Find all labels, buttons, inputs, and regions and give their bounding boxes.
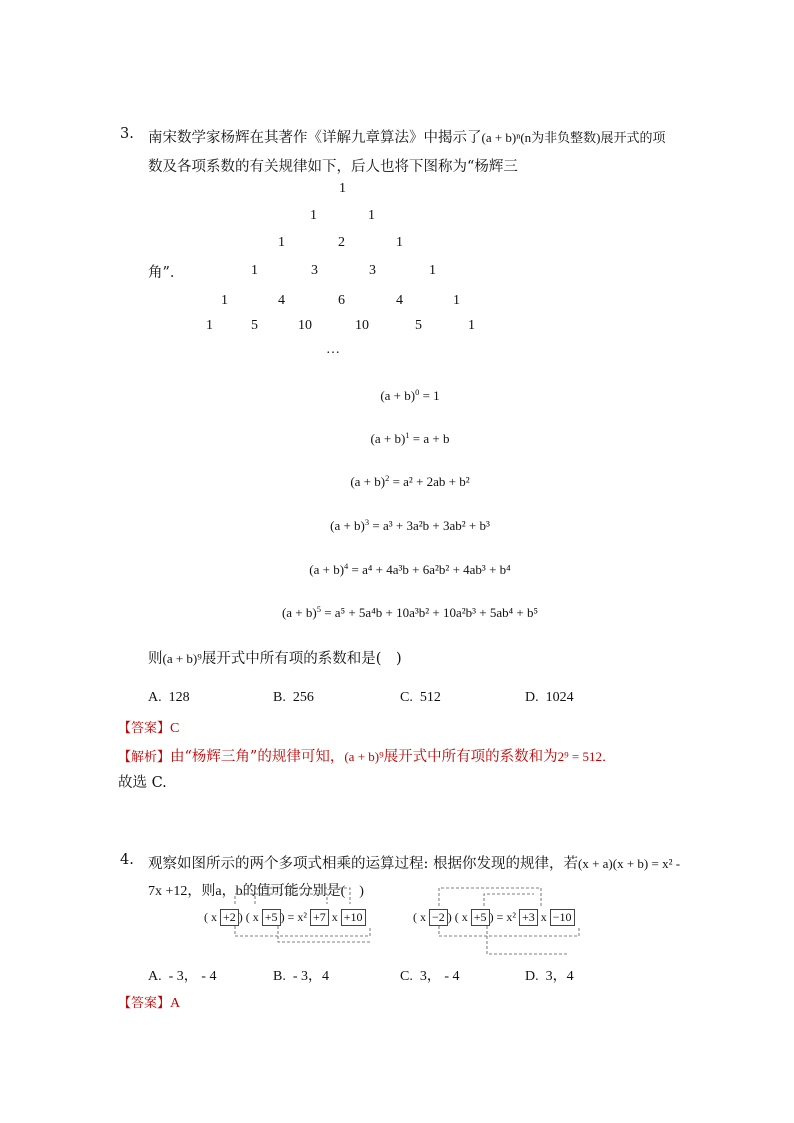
q3-question-math: (a + b)⁹ [162,651,202,666]
q4-option-a [148,965,216,985]
fig2-eq: ) = x² [489,910,519,924]
expansion-3-lhs: (a + b) [330,518,365,533]
triangle-r2-c0: 1 [278,235,285,250]
q3-line1 [148,126,666,147]
q4-option-a-text: - 3， - 4 [168,969,217,984]
fig1-box-q: +5 [262,909,281,926]
expansion-4-exp: 4 [344,561,349,571]
fig2-close-open: ) ( x [447,910,471,924]
expansion-3-exp: 3 [364,517,370,527]
q3-question [148,647,402,668]
q4-line1-math: (x + a)(x + b) = x² - [578,856,681,871]
q3-option-c [400,690,441,706]
q4-answer [118,992,180,1012]
triangle-r3-c0: 1 [251,263,258,278]
fig2-x: x [537,910,550,924]
fig1-x: x [328,910,341,924]
q3-analysis-pre: 由“杨辉三角”的规律可知， [170,749,345,765]
triangle-r4-c4: 1 [453,293,460,308]
q3-option-c-text: 512 [419,690,441,705]
q3-analysis-math: (a + b)⁹ [344,749,384,764]
expansion-3-rhs: = a³ + 3a²b + 3ab² + b³ [369,518,490,533]
q3-option-a [148,690,190,706]
triangle-r5-c0: 1 [206,318,213,333]
triangle-r3-c2: 3 [369,263,376,278]
expansion-1 [0,431,794,447]
q4-answer-label: 【答案】 [118,996,171,1011]
q3-analysis-label: 【解析】 [118,750,171,765]
q4-line1 [148,852,680,873]
triangle-r5-c2: 10 [298,318,312,333]
q3-answer [118,717,179,737]
figure-2-connectors [409,884,599,959]
fig1-box-n: +10 [341,909,366,926]
q3-option-b [273,690,314,706]
figure-1-connectors [200,884,400,954]
triangle-ellipsis: … [326,342,340,357]
q3-option-c-letter: C. [400,690,413,705]
q3-option-d-text: 1024 [545,690,574,705]
q4-option-d [525,965,574,985]
q4-answer-value: A [170,996,181,1011]
expansion-0 [0,388,794,404]
q4-number: 4. [120,852,134,868]
triangle-r5-c4: 5 [415,318,422,333]
fig1-box-m: +7 [310,909,329,926]
q3-line3: 角”． [148,265,185,281]
fig2-box-p: −2 [429,909,448,926]
fig2-box-q: +5 [471,909,490,926]
expansion-2-rhs: = a² + 2ab + b² [389,474,470,489]
q4-option-c-text: 3， - 4 [419,969,460,984]
triangle-r5-c5: 1 [468,318,475,333]
q4-option-b-text: - 3，4 [292,969,330,984]
q4-option-b [273,965,329,985]
triangle-r2-c1: 2 [338,235,345,250]
triangle-r0-c0: 1 [339,181,346,196]
q3-number: 3. [120,126,134,142]
expansion-2-lhs: (a + b) [350,474,386,489]
q4-option-a-letter: A. [148,969,162,984]
fig1-close-open: ) ( x [238,910,262,924]
q3-option-d-letter: D. [525,690,539,705]
expansion-0-lhs: (a + b) [380,388,416,403]
triangle-r1-c0: 1 [310,208,317,223]
expansion-0-exp: 0 [415,387,420,397]
expansion-5-rhs: = a⁵ + 5a⁴b + 10a³b² + 10a²b³ + 5ab⁴ + b⁵ [320,605,539,620]
q3-option-a-text: 128 [168,690,190,705]
q3-answer-value: C [170,721,180,736]
q3-question-post: 展开式中所有项的系数和是( ) [201,651,402,667]
expansion-1-rhs: = a + b [409,431,450,446]
fig1-box-p: +2 [220,909,239,926]
expansion-5-exp: 5 [316,604,321,614]
q4-option-d-text: 3，4 [545,969,574,984]
triangle-r5-c3: 10 [355,318,369,333]
expansion-4 [0,562,794,578]
q3-analysis-result: 2⁹ = 512． [557,749,616,764]
expansion-5 [0,605,794,621]
expansion-2-exp: 2 [385,473,390,483]
triangle-r4-c2: 6 [338,293,345,308]
expansion-5-lhs: (a + b) [281,605,317,620]
q3-question-pre: 则 [148,651,163,667]
triangle-r3-c1: 3 [311,263,318,278]
q4-option-d-letter: D. [525,969,539,984]
expansion-0-rhs: = 1 [419,388,440,403]
expansion-2 [0,474,794,490]
q3-analysis [118,745,615,766]
q3-answer-label: 【答案】 [118,721,171,736]
q4-line2: 7x +12，则a，b的值可能分别是( ) [148,884,364,899]
triangle-r1-c1: 1 [368,208,375,223]
q3-line2: 数及各项系数的有关规律如下，后人也将下图称为“杨辉三 [148,159,518,175]
q3-option-d [525,690,574,706]
q3-conclusion: 故选 C. [118,775,167,791]
expansion-1-exp: 1 [405,430,410,440]
expansion-4-rhs: = a⁴ + 4a³b + 6a²b² + 4ab³ + b⁴ [348,562,511,577]
triangle-r4-c0: 1 [221,293,228,308]
fig1-eq: ) = x² [280,910,310,924]
expansion-3 [0,518,794,534]
triangle-r3-c3: 1 [429,263,436,278]
q4-option-c [400,965,460,985]
q3-option-b-text: 256 [292,690,314,705]
q3-option-a-letter: A. [148,690,162,705]
triangle-r2-c2: 1 [396,235,403,250]
q4-line1-text: 观察如图所示的两个多项式相乘的运算过程: 根据你发现的规律，若 [148,856,578,872]
triangle-r4-c3: 4 [396,293,403,308]
q3-line1-math: (a + b)ⁿ(n为非负整数)展开式的项 [481,130,666,145]
q4-option-c-letter: C. [400,969,413,984]
q3-option-b-letter: B. [273,690,286,705]
q3-line1-text: 南宋数学家杨辉在其著作《详解九章算法》中揭示了 [148,130,482,146]
triangle-r4-c1: 4 [278,293,285,308]
q3-analysis-mid: 展开式中所有项的系数和为 [383,749,558,765]
expansion-1-lhs: (a + b) [370,431,406,446]
triangle-r5-c1: 5 [251,318,258,333]
fig2-box-n: −10 [550,909,575,926]
fig1-open-x: ( x [204,910,220,924]
fig2-box-m: +3 [519,909,538,926]
fig2-open-x: ( x [413,910,429,924]
q4-option-b-letter: B. [273,969,286,984]
expansion-4-lhs: (a + b) [309,562,345,577]
